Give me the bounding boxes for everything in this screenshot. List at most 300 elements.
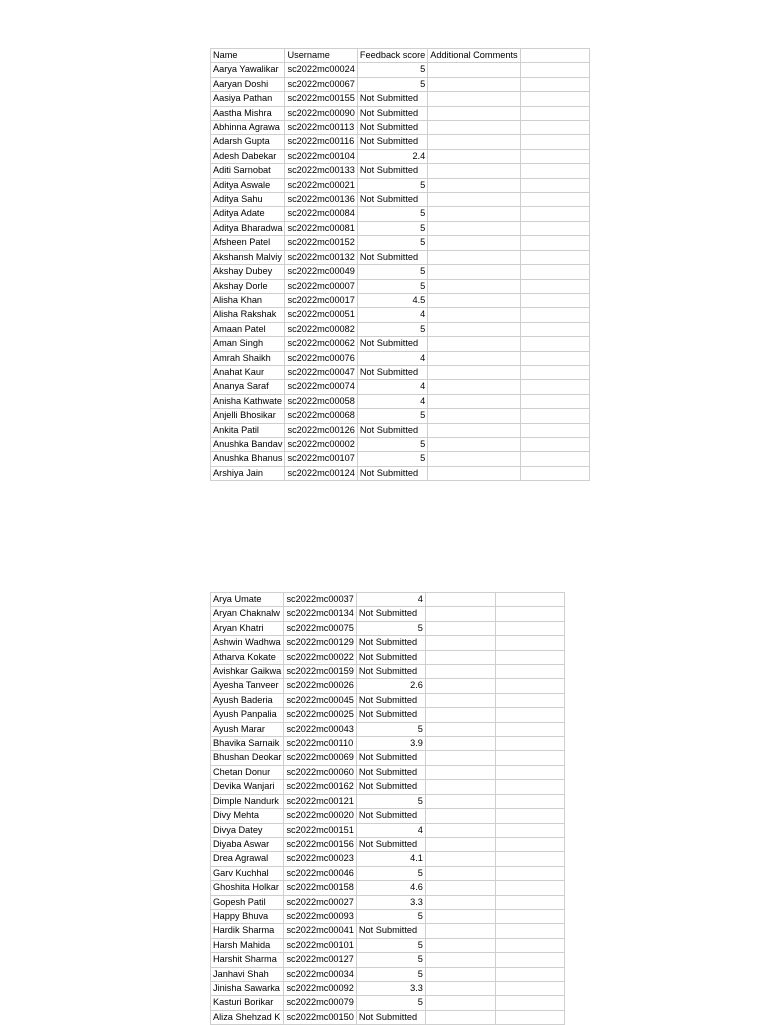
- cell-empty: [520, 92, 589, 106]
- cell-feedback-score: 5: [357, 279, 427, 293]
- cell-name: Akshansh Malviy: [211, 250, 285, 264]
- table-row: [211, 380, 590, 394]
- table-row: [211, 92, 590, 106]
- cell-additional-comments: [425, 708, 495, 722]
- cell-feedback-score: 2.6: [356, 679, 425, 693]
- cell-name: Aditi Sarnobat: [211, 164, 285, 178]
- cell-username: sc2022mc00129: [284, 636, 356, 650]
- cell-username: sc2022mc00060: [284, 765, 356, 779]
- cell-empty: [495, 693, 564, 707]
- cell-additional-comments: [428, 207, 520, 221]
- cell-username: sc2022mc00025: [284, 708, 356, 722]
- cell-name: Ananya Saraf: [211, 380, 285, 394]
- cell-username: sc2022mc00092: [284, 981, 356, 995]
- cell-empty: [495, 794, 564, 808]
- cell-additional-comments: [428, 337, 520, 351]
- cell-empty: [520, 409, 589, 423]
- table-row: [211, 938, 565, 952]
- cell-name: Dimple Nandurk: [211, 794, 284, 808]
- cell-additional-comments: [425, 837, 495, 851]
- cell-username: sc2022mc00150: [284, 1010, 356, 1024]
- cell-feedback-score: 3.3: [356, 981, 425, 995]
- table-row: [211, 967, 565, 981]
- table-row: [211, 308, 590, 322]
- cell-username: sc2022mc00037: [284, 593, 356, 607]
- cell-username: sc2022mc00027: [284, 895, 356, 909]
- cell-name: Aditya Aswale: [211, 178, 285, 192]
- cell-feedback-score: Not Submitted: [357, 193, 427, 207]
- cell-empty: [495, 953, 564, 967]
- table-row: [211, 164, 590, 178]
- cell-name: Akshay Dubey: [211, 265, 285, 279]
- cell-additional-comments: [425, 809, 495, 823]
- cell-username: sc2022mc00101: [284, 938, 356, 952]
- cell-name: Drea Agrawal: [211, 852, 284, 866]
- feedback-table-page-2: [210, 592, 565, 1025]
- cell-empty: [520, 293, 589, 307]
- table-body-page-2: [211, 593, 565, 1025]
- cell-name: Aliza Shehzad K: [211, 1010, 284, 1024]
- cell-feedback-score: 5: [357, 322, 427, 336]
- cell-empty: [495, 809, 564, 823]
- table-row: [211, 121, 590, 135]
- cell-feedback-score: Not Submitted: [356, 809, 425, 823]
- cell-feedback-score: 4: [356, 593, 425, 607]
- cell-additional-comments: [428, 149, 520, 163]
- table-row: [211, 394, 590, 408]
- cell-additional-comments: [428, 236, 520, 250]
- cell-feedback-score: Not Submitted: [356, 765, 425, 779]
- cell-name: Ayesha Tanveer: [211, 679, 284, 693]
- cell-name: Aditya Sahu: [211, 193, 285, 207]
- cell-username: sc2022mc00151: [284, 823, 356, 837]
- cell-name: Alisha Rakshak: [211, 308, 285, 322]
- cell-feedback-score: Not Submitted: [357, 92, 427, 106]
- cell-additional-comments: [428, 423, 520, 437]
- cell-empty: [495, 679, 564, 693]
- cell-username: sc2022mc00062: [285, 337, 357, 351]
- header-additional-comments: Additional Comments: [428, 49, 520, 63]
- cell-name: Garv Kuchhal: [211, 866, 284, 880]
- table-row: [211, 953, 565, 967]
- cell-name: Jinisha Sawarka: [211, 981, 284, 995]
- cell-username: sc2022mc00034: [284, 967, 356, 981]
- table-row: [211, 178, 590, 192]
- cell-name: Ayush Baderia: [211, 693, 284, 707]
- cell-username: sc2022mc00068: [285, 409, 357, 423]
- table-row: [211, 593, 565, 607]
- table-row: [211, 337, 590, 351]
- cell-empty: [520, 423, 589, 437]
- cell-username: sc2022mc00124: [285, 466, 357, 480]
- cell-name: Akshay Dorle: [211, 279, 285, 293]
- cell-additional-comments: [428, 279, 520, 293]
- cell-additional-comments: [425, 593, 495, 607]
- cell-name: Hardik Sharma: [211, 924, 284, 938]
- cell-name: Afsheen Patel: [211, 236, 285, 250]
- cell-feedback-score: 5: [356, 996, 425, 1010]
- cell-name: Aarya Yawalikar: [211, 63, 285, 77]
- cell-empty: [520, 365, 589, 379]
- cell-name: Harshit Sharma: [211, 953, 284, 967]
- cell-username: sc2022mc00007: [285, 279, 357, 293]
- cell-additional-comments: [425, 953, 495, 967]
- cell-name: Ayush Panpalia: [211, 708, 284, 722]
- cell-empty: [495, 895, 564, 909]
- cell-empty: [495, 621, 564, 635]
- cell-feedback-score: 5: [356, 621, 425, 635]
- cell-username: sc2022mc00104: [285, 149, 357, 163]
- cell-additional-comments: [425, 938, 495, 952]
- cell-name: Aman Singh: [211, 337, 285, 351]
- cell-empty: [495, 636, 564, 650]
- cell-feedback-score: 3.3: [356, 895, 425, 909]
- table-row: [211, 409, 590, 423]
- cell-name: Adesh Dabekar: [211, 149, 285, 163]
- cell-name: Aasiya Pathan: [211, 92, 285, 106]
- table-body-page-1: [211, 63, 590, 481]
- cell-username: sc2022mc00090: [285, 106, 357, 120]
- cell-feedback-score: 5: [356, 967, 425, 981]
- cell-feedback-score: Not Submitted: [357, 337, 427, 351]
- table-row: [211, 823, 565, 837]
- cell-name: Anahat Kaur: [211, 365, 285, 379]
- cell-name: Aastha Mishra: [211, 106, 285, 120]
- cell-name: Divya Datey: [211, 823, 284, 837]
- cell-additional-comments: [425, 679, 495, 693]
- cell-name: Ankita Patil: [211, 423, 285, 437]
- cell-feedback-score: 5: [357, 77, 427, 91]
- cell-empty: [520, 351, 589, 365]
- cell-username: sc2022mc00041: [284, 924, 356, 938]
- cell-name: Ghoshita Holkar: [211, 881, 284, 895]
- table-row: [211, 77, 590, 91]
- cell-username: sc2022mc00022: [284, 650, 356, 664]
- cell-empty: [520, 121, 589, 135]
- cell-empty: [495, 837, 564, 851]
- table-row: [211, 423, 590, 437]
- cell-empty: [520, 250, 589, 264]
- cell-additional-comments: [428, 308, 520, 322]
- table-row: [211, 250, 590, 264]
- cell-additional-comments: [428, 365, 520, 379]
- cell-name: Aditya Adate: [211, 207, 285, 221]
- cell-empty: [495, 765, 564, 779]
- cell-empty: [495, 607, 564, 621]
- cell-additional-comments: [425, 866, 495, 880]
- table-row: [211, 794, 565, 808]
- cell-additional-comments: [428, 92, 520, 106]
- cell-username: sc2022mc00133: [285, 164, 357, 178]
- table-row: [211, 365, 590, 379]
- cell-empty: [520, 265, 589, 279]
- cell-username: sc2022mc00047: [285, 365, 357, 379]
- cell-username: sc2022mc00127: [284, 953, 356, 967]
- cell-name: Chetan Donur: [211, 765, 284, 779]
- table-row: [211, 708, 565, 722]
- cell-username: sc2022mc00020: [284, 809, 356, 823]
- table-row: [211, 693, 565, 707]
- table-row: [211, 996, 565, 1010]
- cell-additional-comments: [425, 852, 495, 866]
- cell-username: sc2022mc00079: [284, 996, 356, 1010]
- cell-username: sc2022mc00043: [284, 722, 356, 736]
- cell-username: sc2022mc00113: [285, 121, 357, 135]
- table-row: [211, 737, 565, 751]
- cell-additional-comments: [428, 466, 520, 480]
- cell-feedback-score: 5: [357, 409, 427, 423]
- cell-additional-comments: [425, 650, 495, 664]
- cell-name: Avishkar Gaikwa: [211, 665, 284, 679]
- table-row: [211, 650, 565, 664]
- cell-additional-comments: [428, 265, 520, 279]
- cell-additional-comments: [425, 909, 495, 923]
- cell-username: sc2022mc00084: [285, 207, 357, 221]
- cell-username: sc2022mc00069: [284, 751, 356, 765]
- cell-feedback-score: 4: [357, 394, 427, 408]
- cell-empty: [495, 593, 564, 607]
- cell-feedback-score: 2.4: [357, 149, 427, 163]
- table-row: [211, 751, 565, 765]
- cell-feedback-score: Not Submitted: [356, 650, 425, 664]
- cell-username: sc2022mc00134: [284, 607, 356, 621]
- cell-feedback-score: 5: [356, 722, 425, 736]
- cell-feedback-score: 4.1: [356, 852, 425, 866]
- table-row: [211, 279, 590, 293]
- cell-empty: [495, 924, 564, 938]
- cell-feedback-score: Not Submitted: [356, 751, 425, 765]
- cell-feedback-score: 5: [356, 938, 425, 952]
- cell-name: Adarsh Gupta: [211, 135, 285, 149]
- cell-username: sc2022mc00046: [284, 866, 356, 880]
- cell-feedback-score: 5: [357, 221, 427, 235]
- cell-empty: [520, 437, 589, 451]
- cell-username: sc2022mc00051: [285, 308, 357, 322]
- header-feedback-score: Feedback score: [357, 49, 427, 63]
- cell-feedback-score: 5: [357, 236, 427, 250]
- table-row: [211, 452, 590, 466]
- cell-additional-comments: [428, 380, 520, 394]
- cell-name: Anushka Bhanus: [211, 452, 285, 466]
- cell-feedback-score: 5: [356, 866, 425, 880]
- cell-empty: [495, 665, 564, 679]
- cell-username: sc2022mc00159: [284, 665, 356, 679]
- table-row: [211, 293, 590, 307]
- table-row: [211, 437, 590, 451]
- cell-additional-comments: [425, 996, 495, 1010]
- cell-empty: [520, 63, 589, 77]
- cell-feedback-score: 5: [356, 909, 425, 923]
- cell-username: sc2022mc00121: [284, 794, 356, 808]
- cell-additional-comments: [425, 751, 495, 765]
- cell-username: sc2022mc00021: [285, 178, 357, 192]
- table-row: [211, 866, 565, 880]
- cell-feedback-score: 4: [356, 823, 425, 837]
- cell-additional-comments: [428, 322, 520, 336]
- cell-feedback-score: 5: [357, 452, 427, 466]
- cell-additional-comments: [425, 1010, 495, 1024]
- cell-empty: [495, 722, 564, 736]
- cell-name: Amaan Patel: [211, 322, 285, 336]
- cell-username: sc2022mc00082: [285, 322, 357, 336]
- cell-feedback-score: Not Submitted: [356, 837, 425, 851]
- cell-feedback-score: Not Submitted: [357, 423, 427, 437]
- cell-feedback-score: Not Submitted: [356, 636, 425, 650]
- cell-additional-comments: [428, 164, 520, 178]
- cell-name: Atharva Kokate: [211, 650, 284, 664]
- cell-empty: [495, 881, 564, 895]
- table-row: [211, 909, 565, 923]
- cell-username: sc2022mc00075: [284, 621, 356, 635]
- cell-additional-comments: [425, 981, 495, 995]
- table-row: [211, 236, 590, 250]
- table-row: [211, 607, 565, 621]
- cell-name: Anushka Bandav: [211, 437, 285, 451]
- cell-username: sc2022mc00093: [284, 909, 356, 923]
- table-row: [211, 193, 590, 207]
- cell-empty: [520, 193, 589, 207]
- cell-empty: [495, 981, 564, 995]
- cell-name: Kasturi Borikar: [211, 996, 284, 1010]
- cell-additional-comments: [428, 135, 520, 149]
- cell-empty: [495, 751, 564, 765]
- cell-empty: [520, 135, 589, 149]
- cell-username: sc2022mc00152: [285, 236, 357, 250]
- cell-name: Janhavi Shah: [211, 967, 284, 981]
- cell-feedback-score: Not Submitted: [357, 250, 427, 264]
- cell-name: Alisha Khan: [211, 293, 285, 307]
- cell-name: Aditya Bharadwa: [211, 221, 285, 235]
- cell-feedback-score: 5: [357, 207, 427, 221]
- cell-additional-comments: [428, 394, 520, 408]
- cell-additional-comments: [428, 250, 520, 264]
- cell-username: sc2022mc00023: [284, 852, 356, 866]
- cell-username: sc2022mc00076: [285, 351, 357, 365]
- header-row: [211, 49, 590, 63]
- cell-feedback-score: 3.9: [356, 737, 425, 751]
- cell-name: Divy Mehta: [211, 809, 284, 823]
- cell-username: sc2022mc00162: [284, 780, 356, 794]
- cell-feedback-score: Not Submitted: [356, 1010, 425, 1024]
- cell-empty: [495, 909, 564, 923]
- cell-feedback-score: Not Submitted: [356, 693, 425, 707]
- table-row: [211, 981, 565, 995]
- cell-empty: [520, 279, 589, 293]
- table-row: [211, 722, 565, 736]
- cell-feedback-score: Not Submitted: [356, 924, 425, 938]
- cell-additional-comments: [428, 77, 520, 91]
- cell-username: sc2022mc00136: [285, 193, 357, 207]
- cell-additional-comments: [428, 221, 520, 235]
- cell-empty: [495, 1010, 564, 1024]
- cell-feedback-score: Not Submitted: [356, 607, 425, 621]
- cell-empty: [520, 322, 589, 336]
- header-name: Name: [211, 49, 285, 63]
- cell-name: Anjelli Bhosikar: [211, 409, 285, 423]
- cell-name: Gopesh Patil: [211, 895, 284, 909]
- table-row: [211, 881, 565, 895]
- table-row: [211, 665, 565, 679]
- cell-empty: [495, 996, 564, 1010]
- cell-feedback-score: 5: [357, 265, 427, 279]
- table-row: [211, 351, 590, 365]
- cell-additional-comments: [425, 722, 495, 736]
- cell-additional-comments: [428, 63, 520, 77]
- cell-additional-comments: [428, 193, 520, 207]
- table-row: [211, 765, 565, 779]
- cell-additional-comments: [425, 693, 495, 707]
- table-row: [211, 466, 590, 480]
- cell-name: Amrah Shaikh: [211, 351, 285, 365]
- cell-empty: [495, 708, 564, 722]
- cell-feedback-score: 4: [357, 308, 427, 322]
- cell-empty: [520, 77, 589, 91]
- cell-username: sc2022mc00155: [285, 92, 357, 106]
- cell-username: sc2022mc00156: [284, 837, 356, 851]
- cell-name: Abhinna Agrawa: [211, 121, 285, 135]
- cell-feedback-score: Not Submitted: [356, 780, 425, 794]
- table-row: [211, 621, 565, 635]
- cell-feedback-score: 5: [357, 178, 427, 192]
- cell-name: Arshiya Jain: [211, 466, 285, 480]
- cell-empty: [520, 308, 589, 322]
- cell-additional-comments: [425, 737, 495, 751]
- table-row: [211, 852, 565, 866]
- cell-name: Ashwin Wadhwa: [211, 636, 284, 650]
- cell-username: sc2022mc00067: [285, 77, 357, 91]
- feedback-table-page-1: [210, 48, 590, 481]
- cell-additional-comments: [425, 636, 495, 650]
- cell-feedback-score: 5: [356, 794, 425, 808]
- cell-empty: [520, 337, 589, 351]
- cell-name: Happy Bhuva: [211, 909, 284, 923]
- cell-name: Devika Wanjari: [211, 780, 284, 794]
- cell-username: sc2022mc00110: [284, 737, 356, 751]
- cell-empty: [520, 452, 589, 466]
- cell-additional-comments: [428, 452, 520, 466]
- cell-name: Ayush Marar: [211, 722, 284, 736]
- cell-name: Arya Umate: [211, 593, 284, 607]
- cell-feedback-score: Not Submitted: [357, 466, 427, 480]
- cell-username: sc2022mc00126: [285, 423, 357, 437]
- cell-feedback-score: Not Submitted: [357, 121, 427, 135]
- cell-feedback-score: Not Submitted: [357, 365, 427, 379]
- table-row: [211, 895, 565, 909]
- cell-name: Aryan Khatri: [211, 621, 284, 635]
- cell-empty: [520, 164, 589, 178]
- cell-additional-comments: [425, 607, 495, 621]
- cell-empty: [520, 236, 589, 250]
- cell-username: sc2022mc00017: [285, 293, 357, 307]
- cell-feedback-score: 5: [356, 953, 425, 967]
- cell-feedback-score: Not Submitted: [356, 708, 425, 722]
- cell-username: sc2022mc00024: [285, 63, 357, 77]
- cell-feedback-score: 5: [357, 437, 427, 451]
- table-row: [211, 135, 590, 149]
- cell-additional-comments: [428, 351, 520, 365]
- cell-additional-comments: [425, 794, 495, 808]
- cell-additional-comments: [428, 293, 520, 307]
- cell-feedback-score: Not Submitted: [356, 665, 425, 679]
- cell-username: sc2022mc00132: [285, 250, 357, 264]
- cell-empty: [495, 737, 564, 751]
- cell-additional-comments: [425, 823, 495, 837]
- cell-empty: [520, 380, 589, 394]
- cell-additional-comments: [425, 665, 495, 679]
- cell-feedback-score: Not Submitted: [357, 135, 427, 149]
- cell-name: Diyaba Aswar: [211, 837, 284, 851]
- cell-additional-comments: [425, 621, 495, 635]
